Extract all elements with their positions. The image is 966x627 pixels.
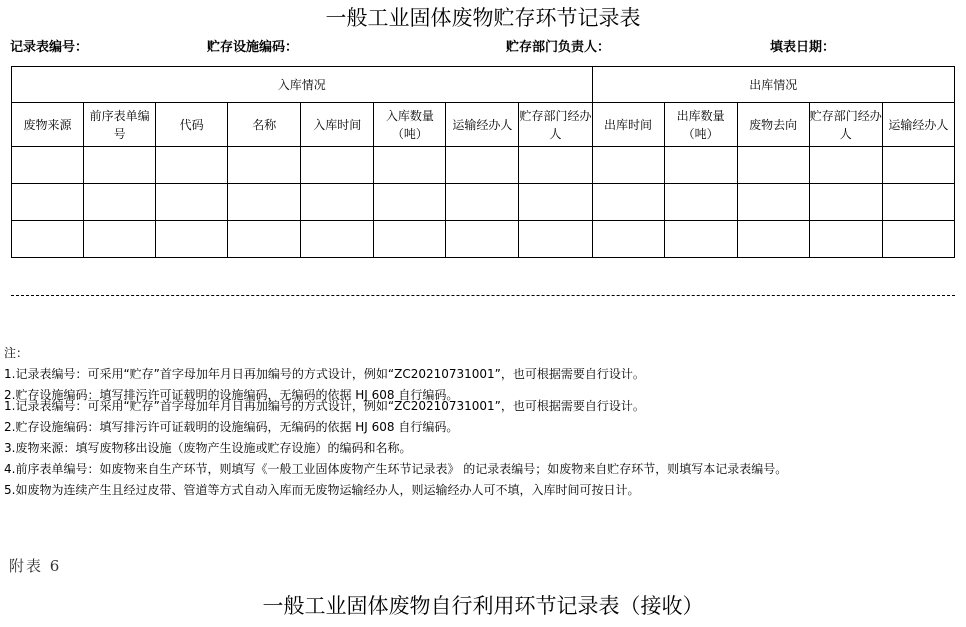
table-cell[interactable] [301, 147, 374, 184]
column-header: 入库时间 [301, 103, 374, 147]
next-form-title: 一般工业固体废物自行利用环节记录表（接收） [262, 594, 704, 618]
note-item: 1.记录表编号：可采用“贮存”首字母加年月日再加编号的方式设计，例如“ZC20210731001”，也可根据需要自行设计。 [4, 399, 645, 413]
table-cell[interactable] [446, 147, 519, 184]
note-item: 3.废物来源：填写废物移出设施（废物产生设施或贮存设施）的编码和名称。 [4, 441, 412, 455]
note-item: 1.记录表编号：可采用“贮存”首字母加年月日再加编号的方式设计，例如“ZC20210731001”，也可根据需要自行设计。 [4, 367, 645, 381]
column-header: 出库时间 [592, 103, 664, 147]
table-cell[interactable] [446, 221, 519, 258]
table-cell[interactable] [664, 147, 737, 184]
table-cell[interactable] [809, 184, 882, 221]
table-cell[interactable] [882, 147, 954, 184]
table-cell[interactable] [446, 184, 519, 221]
table-cell[interactable] [12, 221, 84, 258]
dashed-divider [11, 295, 955, 296]
table-cell[interactable] [228, 147, 301, 184]
table-cell[interactable] [592, 184, 664, 221]
table-cell[interactable] [519, 147, 592, 184]
table-cell[interactable] [156, 221, 228, 258]
table-cell[interactable] [374, 184, 446, 221]
column-header: 名称 [228, 103, 301, 147]
note-item: 4.前序表单编号：如废物来自生产环节，则填写《一般工业固体废物产生环节记录表》 的记录表编号；如废物来自贮存环节，则填写本记录表编号。 [4, 462, 788, 476]
column-header: 废物来源 [12, 103, 84, 147]
note-item: 2.贮存设施编码：填写排污许可证载明的设施编码，无编码的依据 HJ 608 自行编码。 [4, 420, 459, 434]
table-cell[interactable] [156, 147, 228, 184]
column-header: 出库数量（吨） [664, 103, 737, 147]
column-header: 运输经办人 [446, 103, 519, 147]
table-cell[interactable] [664, 184, 737, 221]
table-cell[interactable] [301, 221, 374, 258]
table-cell[interactable] [228, 184, 301, 221]
table-cell[interactable] [228, 221, 301, 258]
appendix-label: 附表 6 [9, 557, 62, 575]
table-cell[interactable] [519, 184, 592, 221]
table-cell[interactable] [156, 184, 228, 221]
notes-label: 注： [4, 346, 29, 360]
table-row [12, 147, 955, 184]
notes-section [4, 343, 962, 501]
table-cell[interactable] [84, 184, 156, 221]
table-row [12, 221, 955, 258]
column-header: 贮存部门经办人 [809, 103, 882, 147]
overlapped-note-fragment: 2.贮存设施编码：填写排污许可证载明的设施编码，无编码的依据 HJ 608 自行编码。 [4, 388, 459, 402]
column-header: 贮存部门经办人 [519, 103, 592, 147]
page-title: 一般工业固体废物贮存环节记录表 [325, 6, 641, 30]
table-cell[interactable] [374, 147, 446, 184]
table-cell[interactable] [592, 221, 664, 258]
table-cell[interactable] [592, 147, 664, 184]
storage-record-table [11, 66, 955, 258]
table-cell[interactable] [12, 184, 84, 221]
table-cell[interactable] [84, 147, 156, 184]
table-cell[interactable] [737, 221, 809, 258]
table-cell[interactable] [374, 221, 446, 258]
table-cell[interactable] [809, 147, 882, 184]
table-cell[interactable] [737, 184, 809, 221]
group-header-outbound: 出库情况 [592, 67, 954, 103]
facility-code-label: 贮存设施编码： [207, 40, 299, 55]
table-cell[interactable] [664, 221, 737, 258]
department-head-label: 贮存部门负责人： [506, 40, 611, 55]
table-cell[interactable] [12, 147, 84, 184]
record-number-label: 记录表编号： [10, 40, 89, 55]
table-row [12, 184, 955, 221]
table-cell[interactable] [519, 221, 592, 258]
table-cell[interactable] [84, 221, 156, 258]
column-header: 代码 [156, 103, 228, 147]
table-cell[interactable] [809, 221, 882, 258]
table-cell[interactable] [882, 184, 954, 221]
column-header: 废物去向 [737, 103, 809, 147]
table-cell[interactable] [301, 184, 374, 221]
column-header: 运输经办人 [882, 103, 954, 147]
note-item: 5.如废物为连续产生且经过皮带、管道等方式自动入库而无废物运输经办人，则运输经办人可不填，入库时间可按日计。 [4, 483, 640, 497]
column-header: 前序表单编号 [84, 103, 156, 147]
column-header: 入库数量（吨） [374, 103, 446, 147]
table-cell[interactable] [882, 221, 954, 258]
fill-date-label: 填表日期： [770, 40, 836, 55]
group-header-inbound: 入库情况 [12, 67, 593, 103]
table-cell[interactable] [737, 147, 809, 184]
